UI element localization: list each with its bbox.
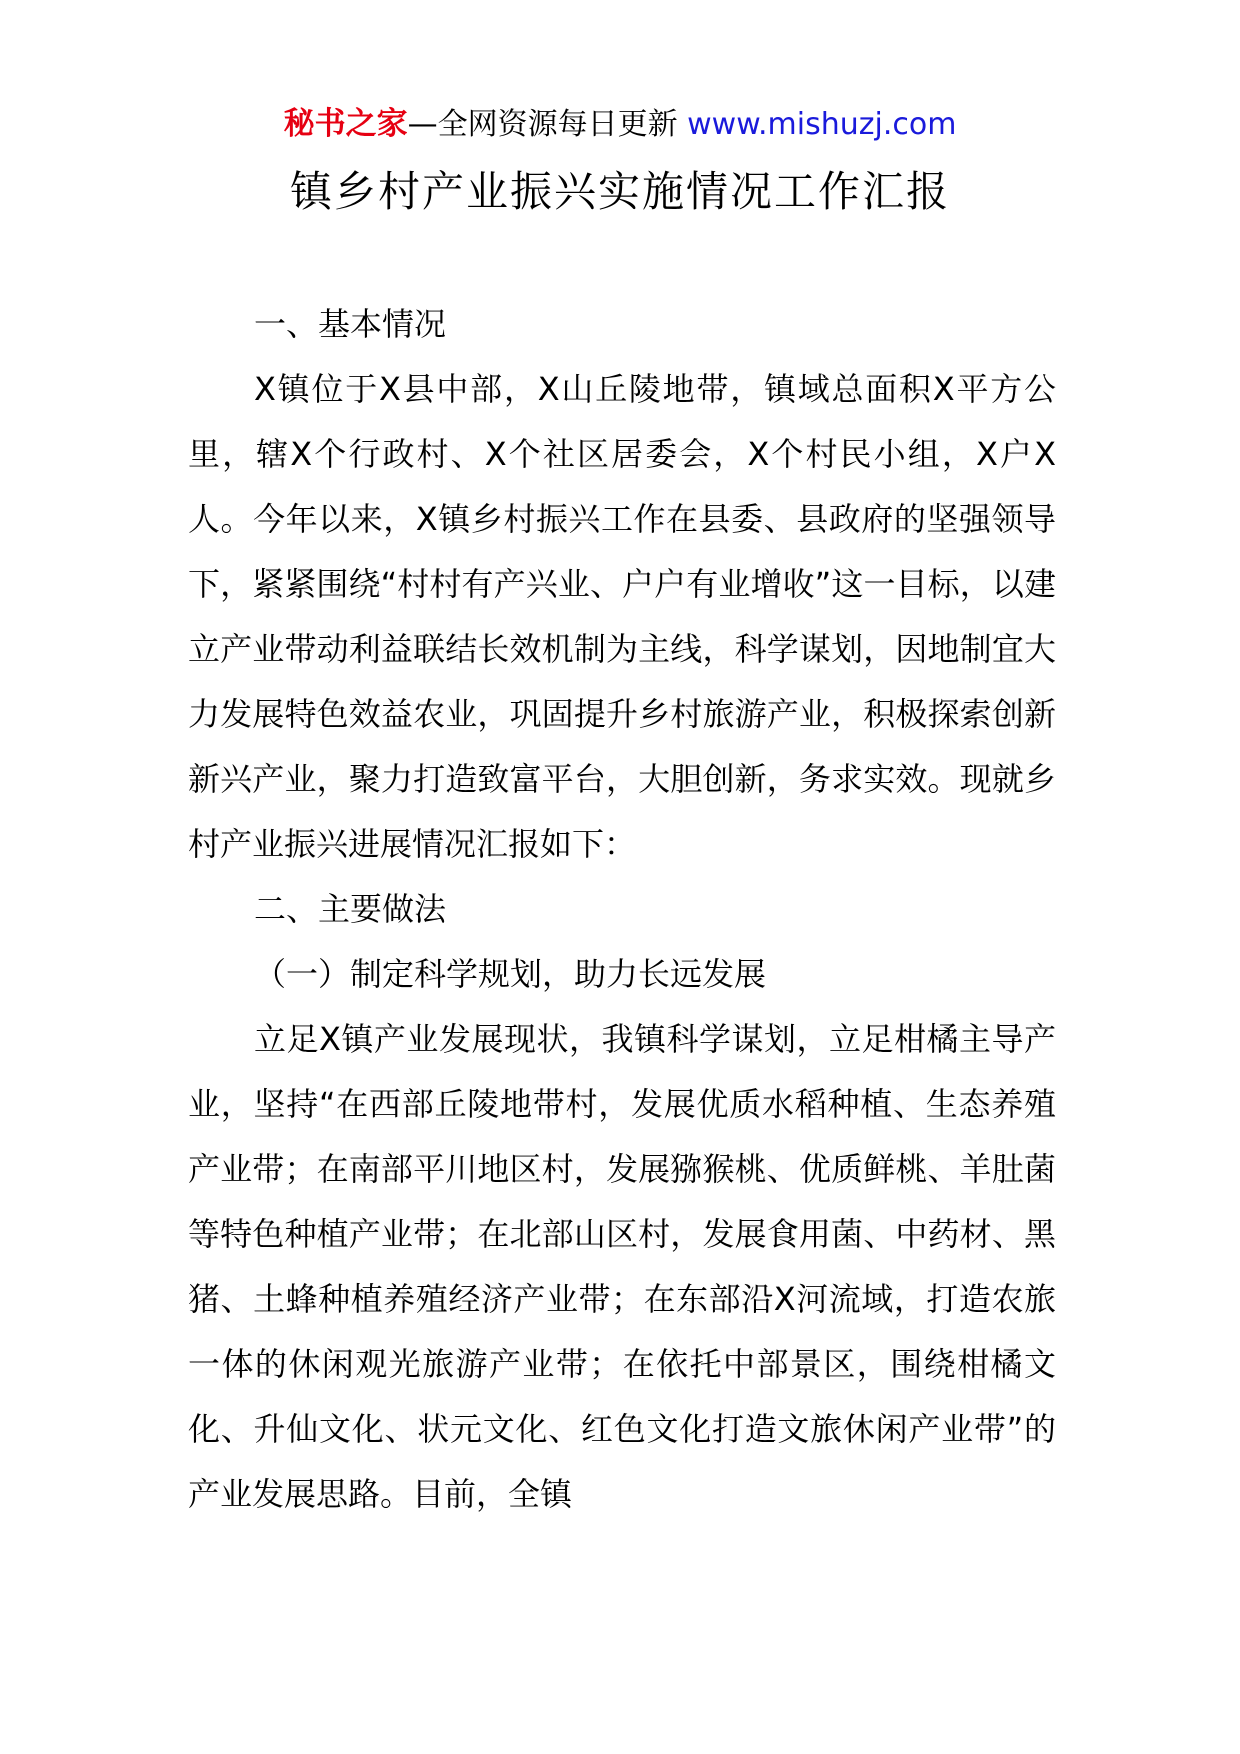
paragraph-planning: 立足X镇产业发展现状，我镇科学谋划，立足柑橘主导产业，坚持“在西部丘陵地带村，发展优质水稻种植、生态养殖产业带；在南部平川地区村，发展猕猴桃、优质鲜桃、羊肚菌等特色种植产业带；在北部山区村，发展食用菌、中药材、黑猪、土蜂种植养殖经济产业带；在东部沿X河流域，打造农旅一体的休闲观光旅游产业带；在依托中部景区，围绕柑橘文化、升仙文化、状元文化、红色文化打造文旅休闲产业带”的产业发展思路。目前，全镇 — [188, 1020, 1056, 1513]
subsection-heading-planning: （一）制定科学规划，助力长远发展 — [254, 955, 767, 993]
site-header — [0, 100, 1240, 149]
header-tagline: —全网资源每日更新 — [407, 107, 678, 142]
paragraph-basic-info: X镇位于X县中部，X山丘陵地带，镇域总面积X平方公里，辖X个行政村、X个社区居委会，X个村民小组，X户X人。今年以来，X镇乡村振兴工作在县委、县政府的坚强领导下，紧紧围绕“村村有产兴业、户户有业增收”这一目标，以建立产业带动利益联结长效机制为主线，科学谋划，因地制宜大力发展特色效益农业，巩固提升乡村旅游产业，积极探索创新新兴产业，聚力打造致富平台，大胆创新，务求实效。现就乡村产业振兴进展情况汇报如下： — [188, 370, 1056, 863]
site-url[interactable]: www.mishuzj.com — [687, 107, 957, 142]
brand-name: 秘书之家 — [283, 106, 408, 142]
document-body — [188, 292, 1056, 1527]
document-title: 镇乡村产业振兴实施情况工作汇报 — [289, 167, 950, 216]
section-heading-basic-info: 一、基本情况 — [254, 305, 447, 343]
section-heading-main-practices: 二、主要做法 — [254, 890, 447, 928]
